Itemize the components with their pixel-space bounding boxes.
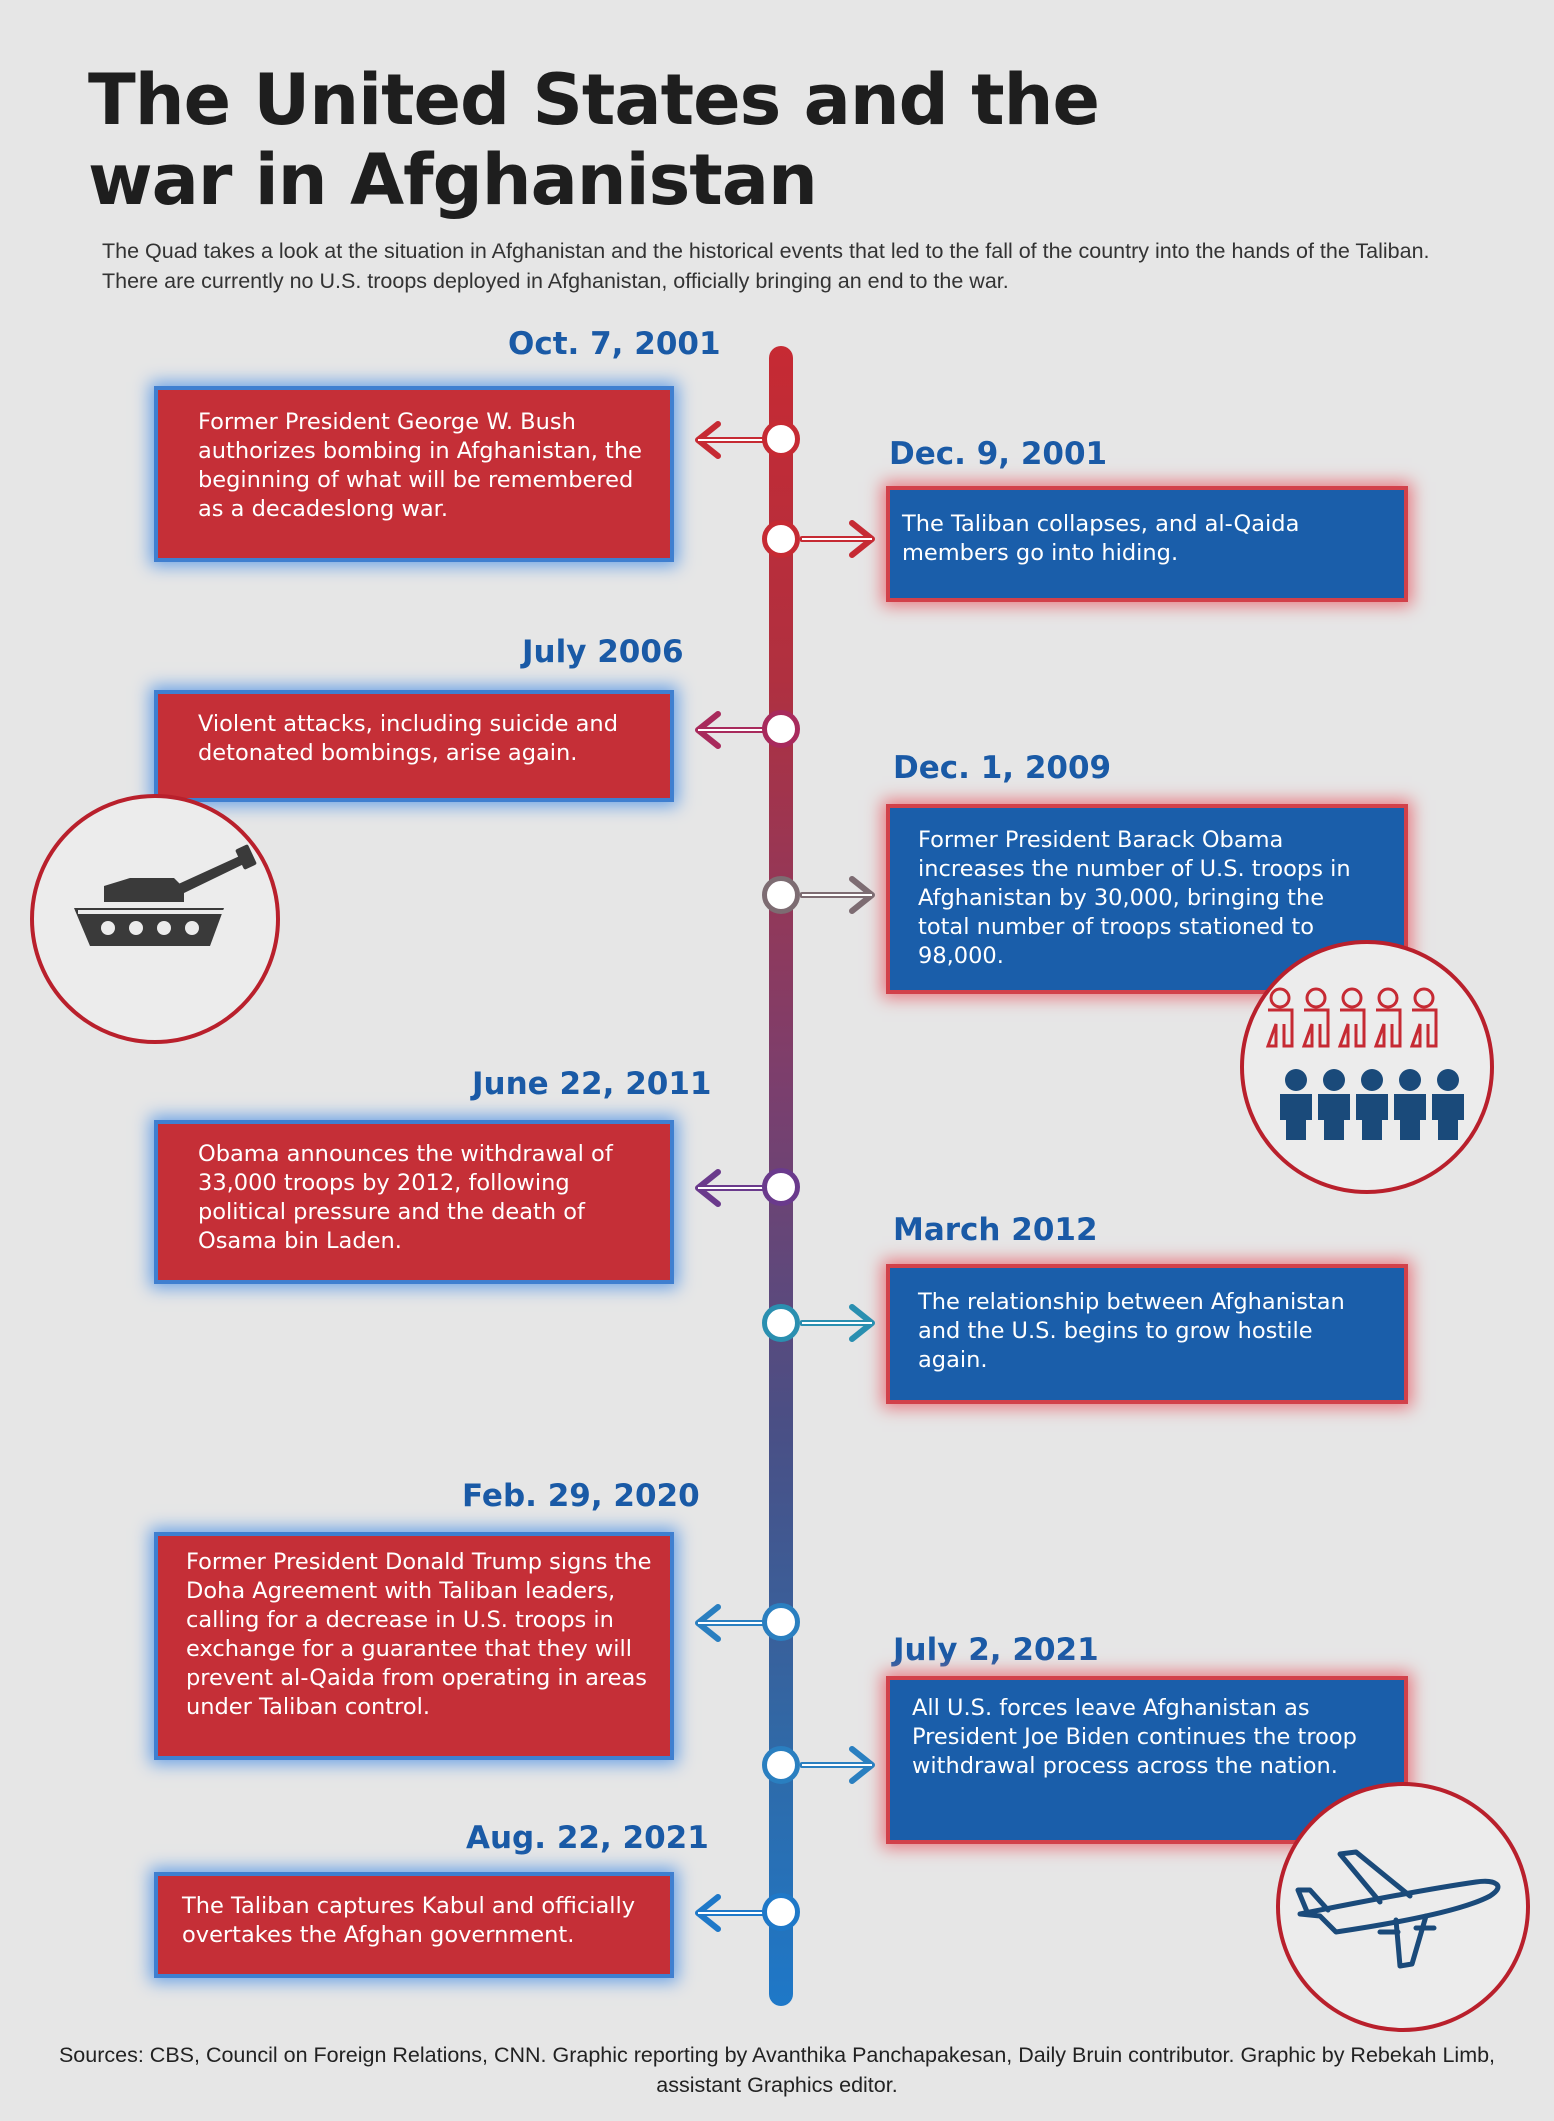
right-arrow-icon — [800, 1301, 882, 1345]
left-arrow-icon — [688, 418, 770, 462]
subtitle: The Quad takes a look at the situation in Afghanistan and the historical events that led to the fall of the country into the hands of the Taliban. There are currently no U.S. troops deployed in Afghanistan, officially bringing an end to the war. — [102, 239, 1430, 293]
troops-icon — [1244, 944, 1490, 1190]
event-box-july-2006: Violent attacks, including suicide and detonated bombings, arise again. — [158, 694, 670, 798]
right-arrow-icon — [800, 873, 882, 917]
left-arrow-icon — [688, 1601, 770, 1645]
timeline-node — [762, 1746, 800, 1784]
title-line-1: The United States and the — [88, 59, 1099, 141]
left-arrow-icon — [688, 708, 770, 752]
event-box-dec-2001: The Taliban collapses, and al-Qaida members go into hiding. — [890, 490, 1404, 598]
event-date-dec-2001: Dec. 9, 2001 — [889, 436, 1108, 472]
airplane-icon — [1280, 1786, 1526, 2028]
timeline-node — [762, 710, 800, 748]
sources-credit: Sources: CBS, Council on Foreign Relations, CNN. Graphic reporting by Avanthika Panchapakesan, Daily Bruin contributor. Graphic by Rebekah Limb, assistant Graphics editor. — [58, 2043, 1496, 2097]
event-box-dec-2009: Former President Barack Obama increases the number of U.S. troops in Afghanistan by 30,000, bringing the total number of troops stationed to 98,000. — [890, 808, 1404, 990]
event-date-aug-2021: Aug. 22, 2021 — [466, 1820, 709, 1856]
event-box-oct-2001: Former President George W. Bush authorizes bombing in Afghanistan, the beginning of what will be remembered as a decadeslong war. — [158, 390, 670, 558]
timeline-node — [762, 520, 800, 558]
event-box-aug-2021: The Taliban captures Kabul and officially overtakes the Afghan government. — [158, 1876, 670, 1974]
event-date-oct-2001: Oct. 7, 2001 — [508, 326, 721, 362]
event-box-march-2012: The relationship between Afghanistan and the U.S. begins to grow hostile again. — [890, 1268, 1404, 1400]
timeline-node — [762, 420, 800, 458]
event-date-july-2006: July 2006 — [522, 634, 684, 670]
right-arrow-icon — [800, 1743, 882, 1787]
airplane-icon-circle — [1276, 1782, 1530, 2032]
title-line-2: war in Afghanistan — [88, 139, 817, 221]
event-date-feb-2020: Feb. 29, 2020 — [462, 1478, 700, 1514]
right-arrow-icon — [800, 517, 882, 561]
tank-icon — [34, 798, 276, 1040]
event-box-feb-2020: Former President Donald Trump signs the Doha Agreement with Taliban leaders, calling for a decrease in U.S. troops in exchange for a guarantee that they will prevent al-Qaida from operating in areas under Taliban control. — [158, 1536, 670, 1756]
event-date-march-2012: March 2012 — [893, 1212, 1098, 1248]
event-box-july-2021: All U.S. forces leave Afghanistan as President Joe Biden continues the troop withdrawal process across the nation. — [890, 1680, 1404, 1840]
event-date-july-2021: July 2, 2021 — [893, 1632, 1099, 1668]
timeline-node — [762, 1168, 800, 1206]
timeline-node — [762, 1603, 800, 1641]
page-title — [88, 60, 1099, 220]
timeline-node — [762, 876, 800, 914]
left-arrow-icon — [688, 1891, 770, 1935]
troops-icon-circle — [1240, 940, 1494, 1194]
tank-icon-circle — [30, 794, 280, 1044]
timeline-node — [762, 1893, 800, 1931]
timeline-node — [762, 1304, 800, 1342]
left-arrow-icon — [688, 1166, 770, 1210]
event-date-dec-2009: Dec. 1, 2009 — [893, 750, 1112, 786]
event-box-june-2011: Obama announces the withdrawal of 33,000 troops by 2012, following political pressure and the death of Osama bin Laden. — [158, 1124, 670, 1280]
event-date-june-2011: June 22, 2011 — [472, 1066, 712, 1102]
